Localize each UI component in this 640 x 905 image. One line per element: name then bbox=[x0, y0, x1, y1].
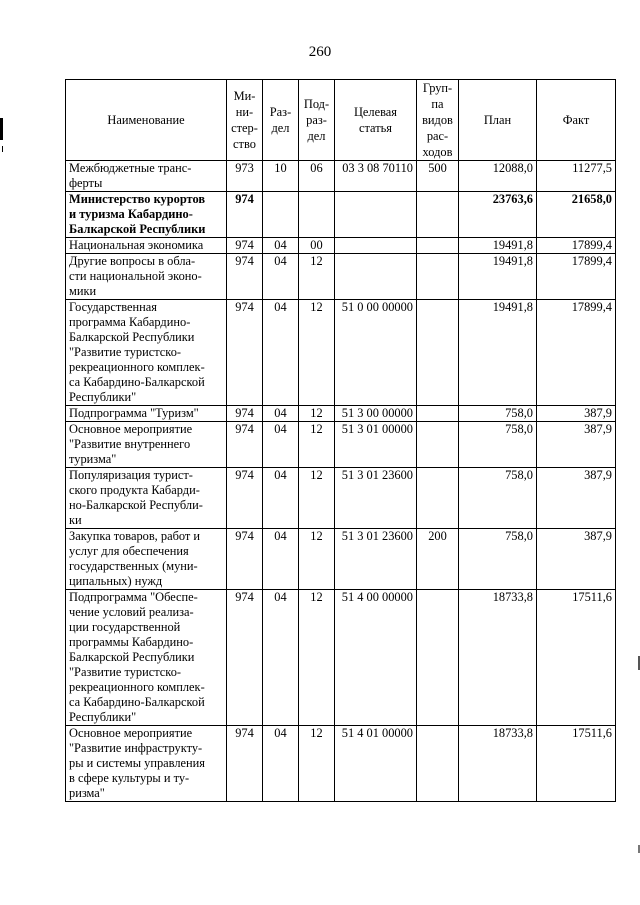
cell-name: Другие вопросы в обла- сти национальной эконо- мики bbox=[66, 254, 227, 300]
cell-fact: 11277,5 bbox=[537, 161, 616, 192]
cell-section: 04 bbox=[263, 406, 299, 422]
header-expense-group: Груп- па видов рас- ходов bbox=[417, 80, 459, 161]
cell-fact: 17899,4 bbox=[537, 254, 616, 300]
cell-ministry: 974 bbox=[227, 254, 263, 300]
header-subsection: Под- раз- дел bbox=[299, 80, 335, 161]
cell-section: 04 bbox=[263, 468, 299, 529]
cell-target: 03 3 08 70110 bbox=[335, 161, 417, 192]
cell-ministry: 974 bbox=[227, 406, 263, 422]
table-row bbox=[66, 422, 616, 468]
header-section: Раз- дел bbox=[263, 80, 299, 161]
cell-target bbox=[335, 254, 417, 300]
cell-name: Межбюджетные транс- ферты bbox=[66, 161, 227, 192]
cell-section bbox=[263, 192, 299, 238]
cell-section: 04 bbox=[263, 422, 299, 468]
table-row bbox=[66, 192, 616, 238]
table-row bbox=[66, 529, 616, 590]
cell-subsection: 12 bbox=[299, 422, 335, 468]
cell-subsection: 12 bbox=[299, 406, 335, 422]
cell-section: 04 bbox=[263, 254, 299, 300]
table-header-row bbox=[66, 80, 616, 161]
cell-name: Подпрограмма "Туризм" bbox=[66, 406, 227, 422]
cell-name: Министерство курортов и туризма Кабардино- Балкарской Республики bbox=[66, 192, 227, 238]
header-plan: План bbox=[459, 80, 537, 161]
cell-ministry: 974 bbox=[227, 590, 263, 726]
cell-plan: 758,0 bbox=[459, 468, 537, 529]
cell-target: 51 0 00 00000 bbox=[335, 300, 417, 406]
cell-target: 51 4 01 00000 bbox=[335, 726, 417, 802]
cell-subsection: 12 bbox=[299, 468, 335, 529]
cell-subsection: 06 bbox=[299, 161, 335, 192]
cell-plan: 23763,6 bbox=[459, 192, 537, 238]
cell-ministry: 974 bbox=[227, 192, 263, 238]
cell-target: 51 4 00 00000 bbox=[335, 590, 417, 726]
cell-name: Подпрограмма "Обеспе- чение условий реализа- ции государственной программы Кабардино- Балкарской Республики "Развитие туристско- рекреационного комплек- са Кабардино-Балкарской Республики" bbox=[66, 590, 227, 726]
cell-fact: 387,9 bbox=[537, 422, 616, 468]
cell-fact: 17511,6 bbox=[537, 590, 616, 726]
table-row bbox=[66, 300, 616, 406]
header-target: Целевая статья bbox=[335, 80, 417, 161]
cell-section: 04 bbox=[263, 590, 299, 726]
header-name: Наименование bbox=[66, 80, 227, 161]
cell-ministry: 974 bbox=[227, 238, 263, 254]
table-row bbox=[66, 254, 616, 300]
cell-section: 10 bbox=[263, 161, 299, 192]
cell-name: Популяризация турист- ского продукта Кабарди- но-Балкарской Республи- ки bbox=[66, 468, 227, 529]
cell-target bbox=[335, 192, 417, 238]
cell-plan: 19491,8 bbox=[459, 254, 537, 300]
cell-section: 04 bbox=[263, 300, 299, 406]
cell-subsection: 12 bbox=[299, 254, 335, 300]
cell-fact: 17899,4 bbox=[537, 238, 616, 254]
page-number: 260 bbox=[308, 44, 332, 60]
cell-expense-group bbox=[417, 254, 459, 300]
cell-plan: 758,0 bbox=[459, 529, 537, 590]
cell-expense-group bbox=[417, 590, 459, 726]
cell-fact: 387,9 bbox=[537, 529, 616, 590]
cell-name: Закупка товаров, работ и услуг для обеспечения государственных (муни- ципальных) нужд bbox=[66, 529, 227, 590]
cell-name: Государственная программа Кабардино- Балкарской Республики "Развитие туристско- рекреационного комплек- са Кабардино-Балкарской Республики" bbox=[66, 300, 227, 406]
table-row bbox=[66, 238, 616, 254]
cell-target: 51 3 00 00000 bbox=[335, 406, 417, 422]
cell-ministry: 973 bbox=[227, 161, 263, 192]
cell-subsection bbox=[299, 192, 335, 238]
cell-expense-group bbox=[417, 300, 459, 406]
cell-subsection: 12 bbox=[299, 590, 335, 726]
cell-fact: 21658,0 bbox=[537, 192, 616, 238]
cell-section: 04 bbox=[263, 529, 299, 590]
table-row bbox=[66, 406, 616, 422]
budget-table bbox=[65, 79, 616, 802]
cell-target bbox=[335, 238, 417, 254]
cell-expense-group bbox=[417, 238, 459, 254]
cell-target: 51 3 01 23600 bbox=[335, 529, 417, 590]
header-ministry: Ми- ни- стер- ство bbox=[227, 80, 263, 161]
cell-expense-group bbox=[417, 406, 459, 422]
header-fact: Факт bbox=[537, 80, 616, 161]
cell-ministry: 974 bbox=[227, 726, 263, 802]
cell-fact: 387,9 bbox=[537, 468, 616, 529]
cell-expense-group bbox=[417, 192, 459, 238]
cell-expense-group bbox=[417, 726, 459, 802]
cell-section: 04 bbox=[263, 238, 299, 254]
table-row bbox=[66, 468, 616, 529]
cell-fact: 17511,6 bbox=[537, 726, 616, 802]
cell-fact: 17899,4 bbox=[537, 300, 616, 406]
cell-plan: 18733,8 bbox=[459, 726, 537, 802]
cell-expense-group bbox=[417, 468, 459, 529]
cell-name: Основное мероприятие "Развитие инфраструкту- ры и системы управления в сфере культуры и ту- ризма" bbox=[66, 726, 227, 802]
cell-plan: 19491,8 bbox=[459, 300, 537, 406]
cell-expense-group: 500 bbox=[417, 161, 459, 192]
edge-scan-mark bbox=[0, 118, 3, 140]
cell-ministry: 974 bbox=[227, 468, 263, 529]
cell-ministry: 974 bbox=[227, 422, 263, 468]
cell-subsection: 12 bbox=[299, 300, 335, 406]
cell-plan: 18733,8 bbox=[459, 590, 537, 726]
cell-name: Основное мероприятие "Развитие внутреннего туризма" bbox=[66, 422, 227, 468]
cell-ministry: 974 bbox=[227, 300, 263, 406]
table-row bbox=[66, 161, 616, 192]
cell-ministry: 974 bbox=[227, 529, 263, 590]
cell-subsection: 12 bbox=[299, 726, 335, 802]
table-row bbox=[66, 726, 616, 802]
cell-target: 51 3 01 00000 bbox=[335, 422, 417, 468]
table-row bbox=[66, 590, 616, 726]
cell-plan: 758,0 bbox=[459, 422, 537, 468]
cell-subsection: 00 bbox=[299, 238, 335, 254]
cell-plan: 19491,8 bbox=[459, 238, 537, 254]
cell-expense-group: 200 bbox=[417, 529, 459, 590]
cell-plan: 758,0 bbox=[459, 406, 537, 422]
cell-plan: 12088,0 bbox=[459, 161, 537, 192]
cell-section: 04 bbox=[263, 726, 299, 802]
cell-target: 51 3 01 23600 bbox=[335, 468, 417, 529]
edge-scan-mark-small bbox=[2, 146, 3, 152]
cell-fact: 387,9 bbox=[537, 406, 616, 422]
cell-expense-group bbox=[417, 422, 459, 468]
cell-subsection: 12 bbox=[299, 529, 335, 590]
cell-name: Национальная экономика bbox=[66, 238, 227, 254]
